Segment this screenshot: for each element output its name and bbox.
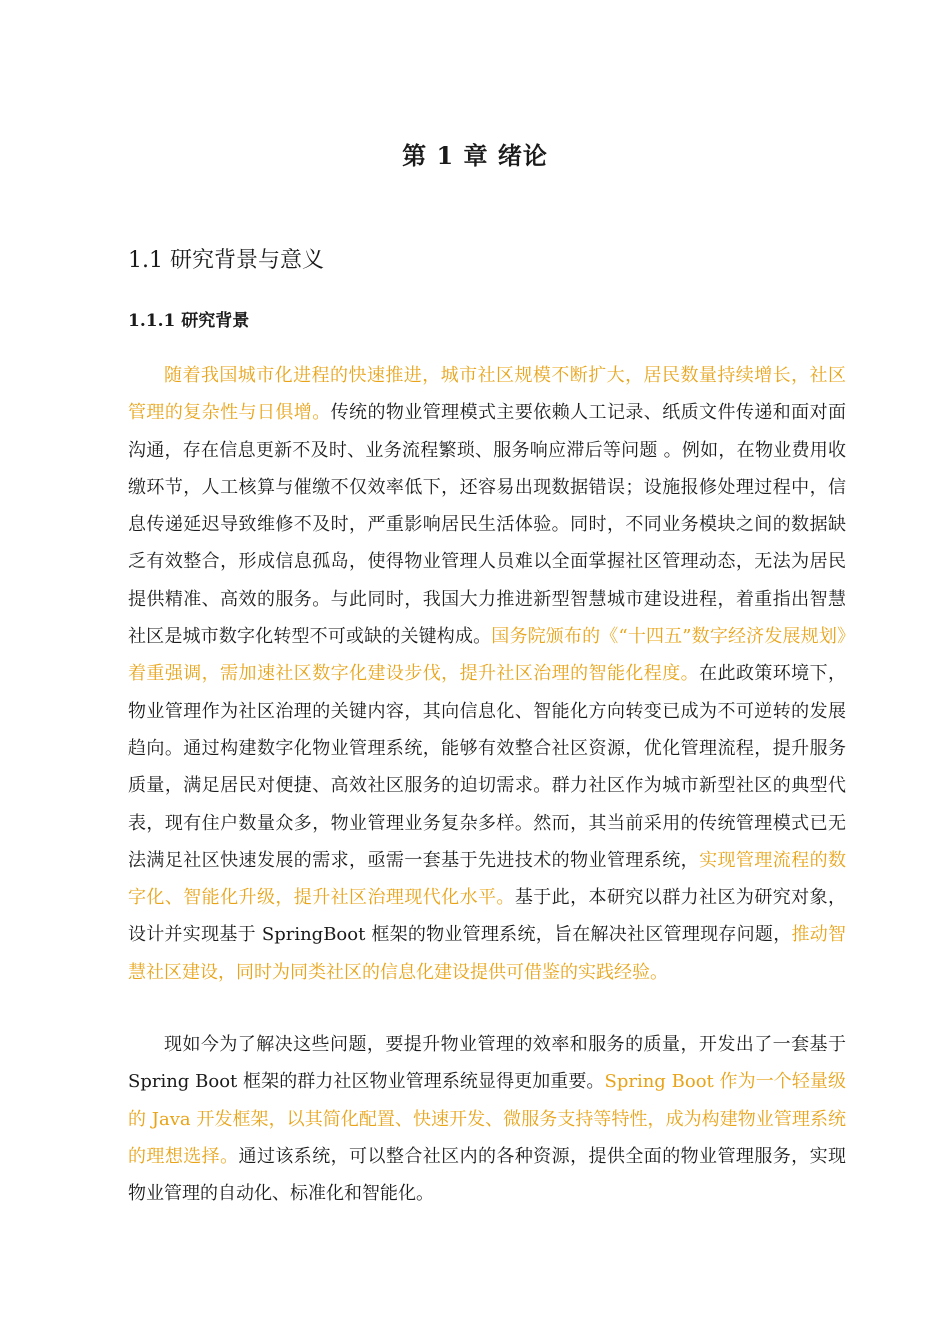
paragraph-1-segment-1: 随着我国城市化进程的快速推进，城市社区规模不断扩大，居民数量持续增长，社区管理的复杂性与日俱增。 <box>128 365 846 424</box>
paragraph-1-segment-3: 国务院颁布的《“十四五”数字经济发展规划》着重强调，需加速社区数字化建设步伐，提升社区治理的智能化程度。 <box>128 626 846 685</box>
chapter-title: 第 1 章 绪论 <box>402 141 548 170</box>
paragraph-1-segment-5: 实现管理流程的数字化、智能化升级，提升社区治理现代化水平。 <box>128 849 847 909</box>
paragraph-2-segment-1: 现如今为了解决这些问题，要提升物业管理的效率和服务的质量，开发出了一套基于 Spring Boot 框架的群力社区物业管理系统显得更加重要。 <box>128 1034 846 1093</box>
paragraph-1 <box>128 357 846 991</box>
paragraph-1-segment-6: 基于此，本研究以群力社区为研究对象，设计并实现基于 SpringBoot 框架的物业管理系统，旨在解决社区管理现存问题， <box>128 887 846 946</box>
paragraph-2-segment-2: Spring Boot 作为一个轻量级的 Java 开发框架，以其简化配置、快速开发、微服务支持等特性，成为构建物业管理系统的理想选择。 <box>128 1071 846 1167</box>
paragraph-2 <box>128 1026 846 1212</box>
paragraph-1-segment-2: 传统的物业管理模式主要依赖人工记录、纸质文件传递和面对面沟通，存在信息更新不及时、业务流程繁琐、服务响应滞后等问题 。例如，在物业费用收缴环节，人工核算与催缴不仅效率低下，还容易出现数据错误；设施报修处理过程中，信息传递延迟导致维修不及时，严重影响居民生活体验。同时，不同业务模块之间的数据缺乏有效整合，形成信息孤岛，使得物业管理人员难以全面掌握社区管理动态，无法为居民提供精准、高效的服务。与此同时，我国大力推进新型智慧城市建设进程，着重指出智慧社区是城市数字化转型不可或缺的关键构成。 <box>128 402 847 648</box>
paragraph-2-segment-3: 通过该系统，可以整合社区内的各种资源，提供全面的物业管理服务，实现物业管理的自动化、标准化和智能化。 <box>128 1145 847 1205</box>
subsection-heading: 1.1.1 研究背景 <box>128 311 250 331</box>
section-heading: 1.1 研究背景与意义 <box>128 248 324 273</box>
paragraph-1-segment-4: 在此政策环境下，物业管理作为社区治理的关键内容，其向信息化、智能化方向转变已成为不可逆转的发展趋向。通过构建数字化物业管理系统，能够有效整合社区资源，优化管理流程，提升服务质量，满足居民对便捷、高效社区服务的迫切需求。群力社区作为城市新型社区的典型代表，现有住户数量众多，物业管理业务复杂多样。然而，其当前采用的传统管理模式已无法满足社区快速发展的需求，亟需一套基于先进技术的物业管理系统， <box>128 663 847 871</box>
paragraph-1-segment-7: 推动智慧社区建设，同时为同类社区的信息化建设提供可借鉴的实践经验。 <box>128 924 847 983</box>
